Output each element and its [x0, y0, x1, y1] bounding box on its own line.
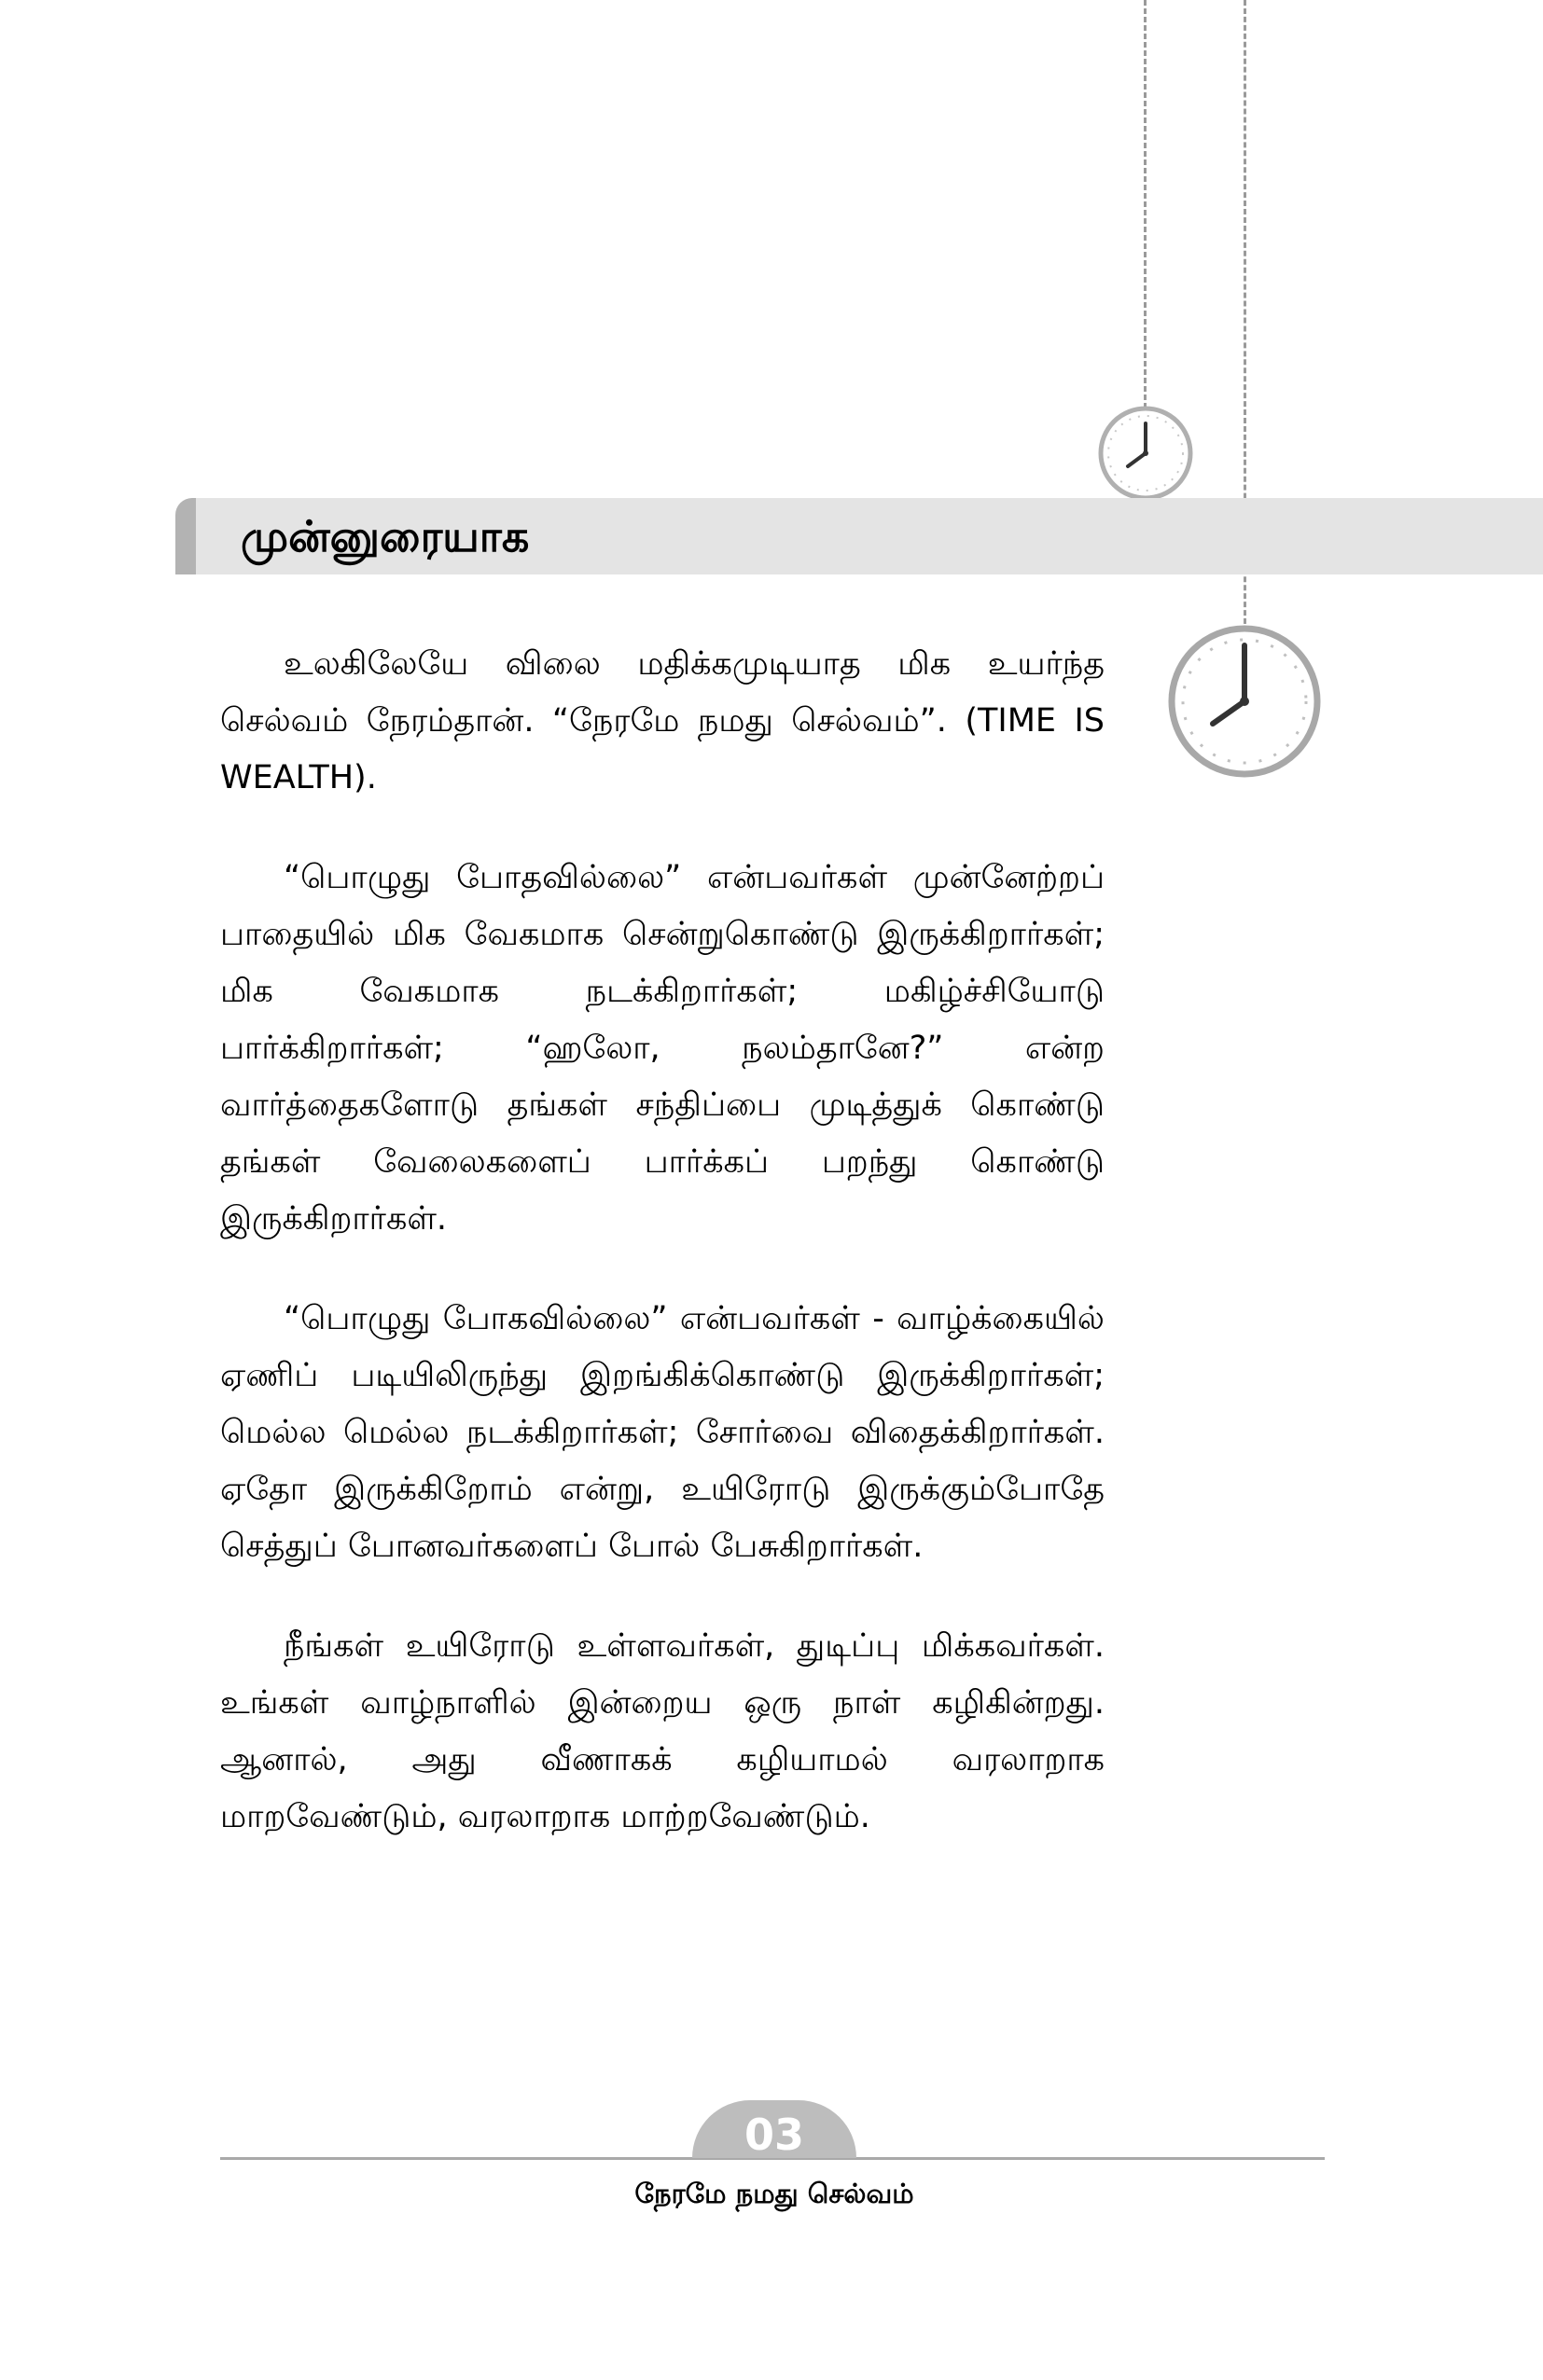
- clock-icon-large: [1166, 623, 1323, 780]
- hanging-string-small-clock: [1144, 0, 1147, 408]
- clock-icon-small: [1097, 405, 1194, 502]
- paragraph-4: நீங்கள் உயிரோடு உள்ளவர்கள், துடிப்பு மிக்கவர்கள். உங்கள் வாழ்நாளில் இன்றைய ஒரு நாள் கழிகின்றது. ஆனால், அது வீணாகக் கழியாமல் வரலாறாக மாறவேண்டும், வரலாறாக மாற்றவேண்டும்.: [220, 1627, 1105, 1835]
- paragraph-2: “பொழுது போதவில்லை” என்பவர்கள் முன்னேற்றப் பாதையில் மிக வேகமாக சென்றுகொண்டு இருக்கிறார்கள்; மிக வேகமாக நடக்கிறார்கள்; மகிழ்ச்சியோடு பார்க்கிறார்கள்; “ஹலோ, நலம்தானே?” என்ற வார்த்தைகளோடு தங்கள் சந்திப்பை முடித்துக் கொண்டு தங்கள் வேலைகளைப் பார்க்கப் பறந்து கொண்டு இருக்கிறார்கள்.: [220, 859, 1105, 1238]
- page-number: 03: [744, 2110, 804, 2160]
- section-title-bar: [175, 498, 1543, 574]
- footer-book-title: நேரமே நமது செல்வம்: [634, 2178, 914, 2209]
- paragraph-3: “பொழுது போகவில்லை” என்பவர்கள் - வாழ்க்கையில் ஏணிப் படியிலிருந்து இறங்கிக்கொண்டு இருக்கிறார்கள்; மெல்ல மெல்ல நடக்கிறார்கள்; சோர்வை விதைக்கிறார்கள். ஏதோ இருக்கிறோம் என்று, உயிரோடு இருக்கும்போதே செத்துப் போனவர்களைப் போல் பேசுகிறார்கள்.: [220, 1300, 1105, 1565]
- paragraph-1: உலகிலேயே விலை மதிக்கமுடியாத மிக உயர்ந்த செல்வம் நேரம்தான். “நேரமே நமது செல்வம்”. (TIME IS WEALTH).: [220, 645, 1105, 796]
- body-text: [220, 636, 1105, 1889]
- section-title: முன்னுரையாக: [241, 511, 530, 561]
